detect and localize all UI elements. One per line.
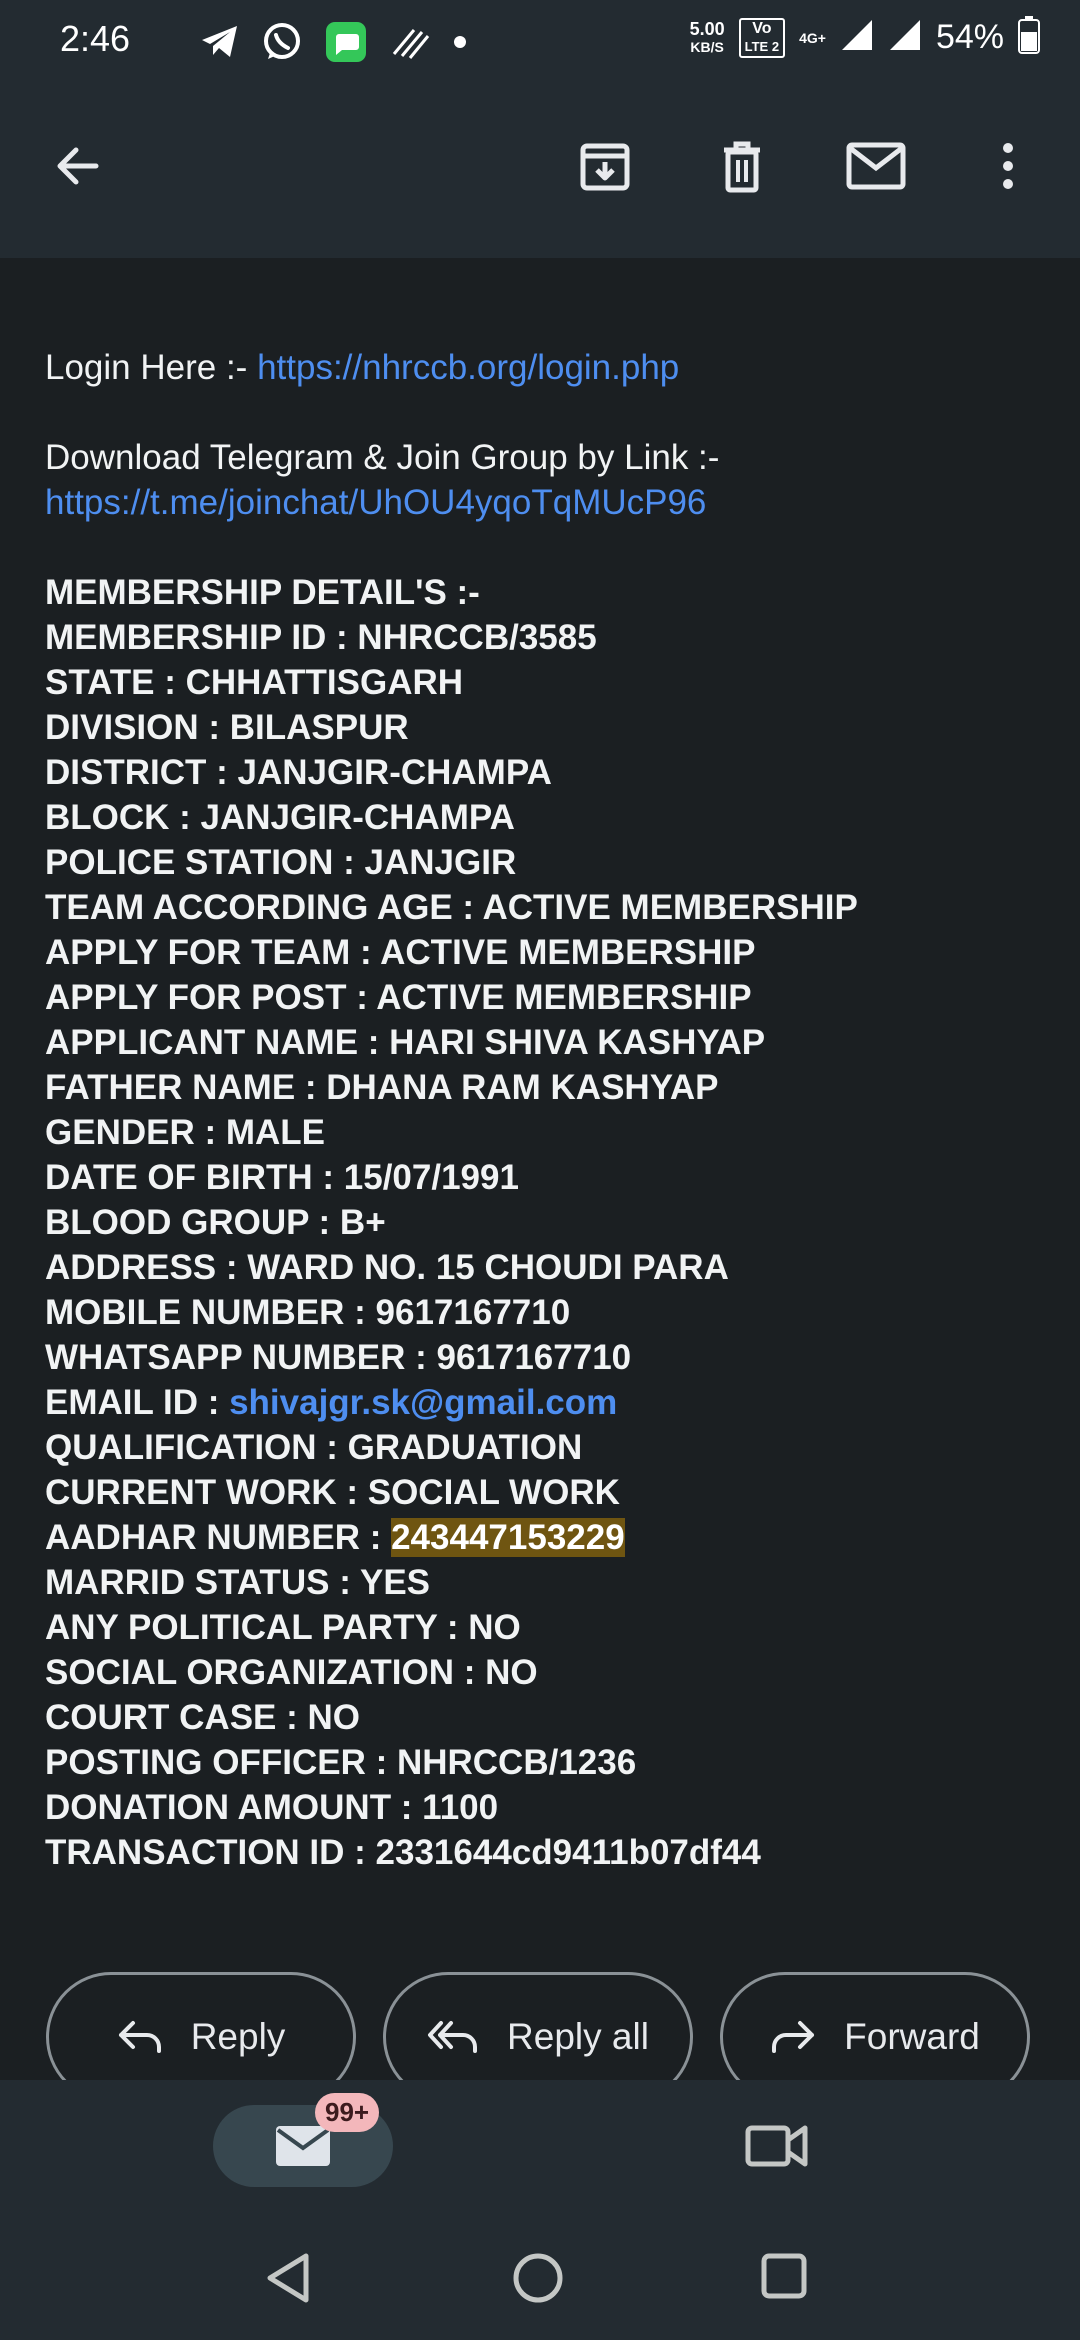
volte-top: Vo — [752, 19, 772, 37]
detail-line: TEAM ACCORDING AGE : ACTIVE MEMBERSHIP — [45, 888, 858, 927]
detail-line: DONATION AMOUNT : 1100 — [45, 1788, 499, 1827]
detail-line: DISTRICT : JANJGIR-CHAMPA — [45, 753, 552, 792]
battery-icon — [1018, 16, 1040, 59]
network-type: 4G+ — [799, 29, 826, 46]
system-navigation — [0, 2215, 1080, 2340]
forward-label: Forward — [844, 2016, 980, 2057]
volte-badge — [739, 18, 785, 58]
signal-icon-2 — [888, 18, 922, 57]
aadhar-value[interactable]: 243447153229 — [391, 1518, 625, 1557]
back-triangle-icon[interactable] — [262, 2250, 322, 2310]
recents-square-icon[interactable] — [758, 2250, 818, 2310]
detail-line: POLICE STATION : JANJGIR — [45, 843, 517, 882]
detail-line: BLOCK : JANJGIR-CHAMPA — [45, 798, 515, 837]
detail-line: GENDER : MALE — [45, 1113, 325, 1152]
net-speed — [690, 20, 725, 56]
reply-icon — [117, 2019, 163, 2055]
email-body — [45, 345, 1045, 1875]
mark-unread-icon[interactable] — [846, 136, 906, 196]
detail-line: SOCIAL ORGANIZATION : NO — [45, 1653, 538, 1692]
detail-line: APPLY FOR TEAM : ACTIVE MEMBERSHIP — [45, 933, 756, 972]
detail-line: CURRENT WORK : SOCIAL WORK — [45, 1473, 620, 1512]
video-tab[interactable] — [745, 2120, 809, 2175]
email-id-line — [45, 1380, 1045, 1425]
forward-icon — [770, 2019, 816, 2055]
detail-line: ANY POLITICAL PARTY : NO — [45, 1608, 521, 1647]
login-link[interactable]: https://nhrccb.org/login.php — [257, 348, 680, 387]
mail-badge: 99+ — [315, 2093, 379, 2132]
detail-line: FATHER NAME : DHANA RAM KASHYAP — [45, 1068, 719, 1107]
battery-percent: 54% — [935, 18, 1004, 56]
membership-heading: MEMBERSHIP DETAIL'S :- — [45, 573, 480, 612]
detail-line: POSTING OFFICER : NHRCCB/1236 — [45, 1743, 637, 1782]
telegram-label: Download Telegram & Join Group by Link :- — [45, 438, 720, 477]
detail-line: ADDRESS : WARD NO. 15 CHOUDI PARA — [45, 1248, 729, 1287]
back-arrow-icon[interactable] — [48, 136, 108, 196]
messages-icon — [324, 20, 368, 69]
signal-hatch-icon — [390, 24, 430, 65]
mail-icon — [274, 2124, 332, 2168]
email-id-label: EMAIL ID : — [45, 1383, 230, 1422]
detail-line: QUALIFICATION : GRADUATION — [45, 1428, 583, 1467]
net-speed-value: 5.00 — [689, 18, 725, 39]
aadhar-label: AADHAR NUMBER : — [45, 1518, 392, 1557]
membership-details-2 — [45, 1425, 1045, 1515]
email-id-link[interactable]: shivajgr.sk@gmail.com — [229, 1383, 618, 1422]
detail-line: TRANSACTION ID : 2331644cd9411b07df44 — [45, 1833, 761, 1872]
spacer — [45, 390, 1045, 435]
telegram-icon — [200, 24, 240, 65]
detail-line: MEMBERSHIP ID : NHRCCB/3585 — [45, 618, 597, 657]
login-line — [45, 345, 1045, 390]
status-time: 2:46 — [60, 18, 131, 59]
reply-all-icon — [427, 2019, 479, 2055]
home-circle-icon[interactable] — [510, 2250, 570, 2310]
signal-icon — [840, 18, 874, 57]
app-bar — [0, 80, 1080, 258]
notification-icons — [200, 20, 468, 69]
detail-line: STATE : CHHATTISGARH — [45, 663, 464, 702]
detail-line: DIVISION : BILASPUR — [45, 708, 409, 747]
detail-line: APPLICANT NAME : HARI SHIVA KASHYAP — [45, 1023, 766, 1062]
dot-icon — [452, 34, 468, 55]
detail-line: MARRID STATUS : YES — [45, 1563, 431, 1602]
detail-line: WHATSAPP NUMBER : 9617167710 — [45, 1338, 632, 1377]
status-bar — [0, 0, 1080, 80]
membership-details-3 — [45, 1560, 1045, 1875]
aadhar-line — [45, 1515, 1045, 1560]
login-label: Login Here :- — [45, 348, 258, 387]
status-right — [690, 16, 1040, 59]
bottom-navigation — [0, 2080, 1080, 2215]
reply-all-label: Reply all — [507, 2016, 649, 2057]
detail-line: DATE OF BIRTH : 15/07/1991 — [45, 1158, 519, 1197]
more-vert-icon[interactable] — [978, 136, 1038, 196]
telegram-link[interactable]: https://t.me/joinchat/UhOU4yqoTqMUcP96 — [45, 483, 707, 522]
detail-line: MOBILE NUMBER : 9617167710 — [45, 1293, 571, 1332]
detail-line: COURT CASE : NO — [45, 1698, 360, 1737]
reply-label: Reply — [190, 2016, 286, 2057]
video-icon — [745, 2120, 809, 2170]
spacer — [45, 525, 1045, 570]
volte-bottom: LTE 2 — [744, 38, 780, 54]
delete-icon[interactable] — [712, 136, 772, 196]
archive-icon[interactable] — [575, 136, 635, 196]
detail-line: BLOOD GROUP : B+ — [45, 1203, 386, 1242]
net-speed-unit: KB/S — [690, 38, 724, 55]
detail-line: APPLY FOR POST : ACTIVE MEMBERSHIP — [45, 978, 752, 1017]
membership-details — [45, 615, 1045, 1380]
whatsapp-icon — [262, 22, 302, 67]
